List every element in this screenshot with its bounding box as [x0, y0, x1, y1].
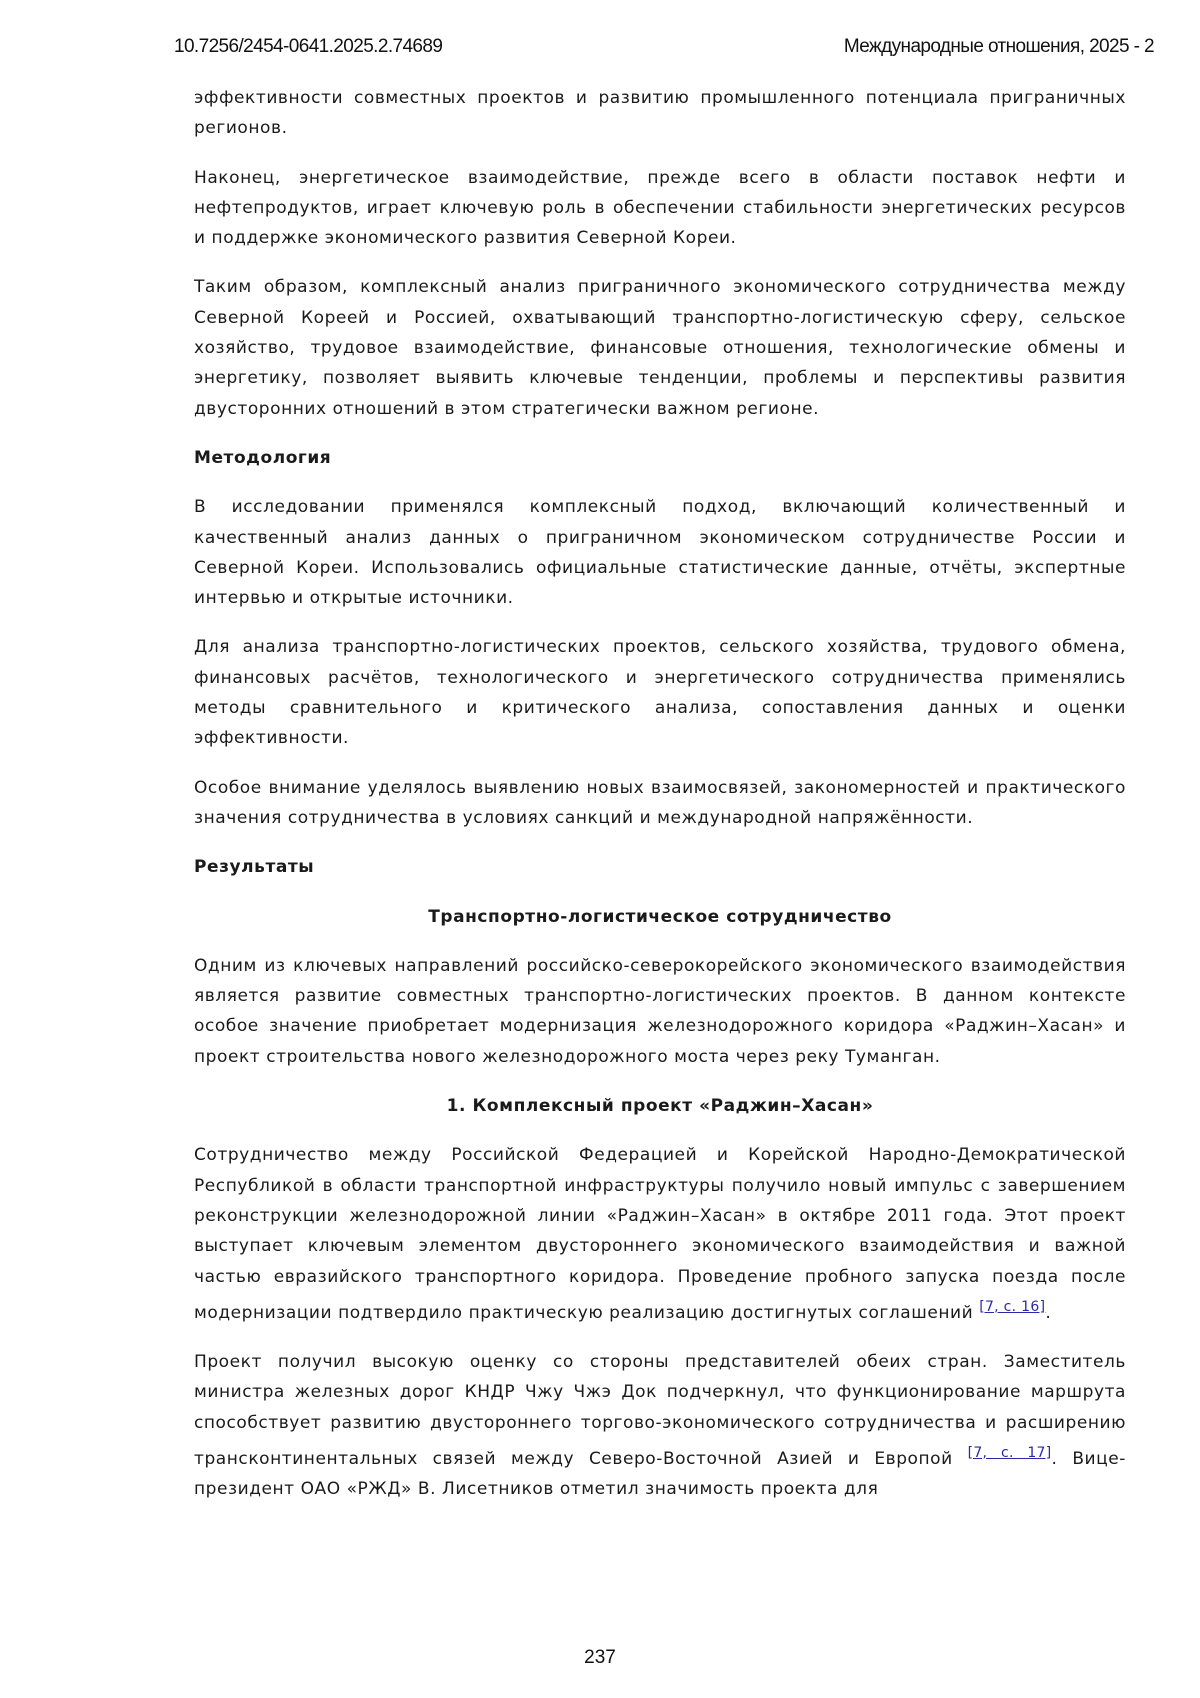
paragraph: Таким образом, комплексный анализ приграничного экономического сотрудничества между Северной Кореей и Россией, охватывающий транспортно-логистическую сферу, сельское хозяйство, трудовое взаимодействие, финансовые отношения, технологические обмены и энергетику, позволяет выявить ключевые тенденции, проблемы и перспективы развития двусторонних отношений в этом стратегически важном регионе. — [194, 272, 1126, 423]
paragraph-text: Проект получил высокую оценку со стороны представителей обеих стран. Заместитель министра железных дорог КНДР Чжу Чжэ Док подчеркнул, что функционирование маршрута способствует развитию двустороннего торгово-экономического сотрудничества и расширению трансконтинентальных связей между Северо-Восточной Азией и Европой — [194, 1352, 1126, 1469]
running-header — [174, 36, 1154, 58]
paragraph: эффективности совместных проектов и развитию промышленного потенциала приграничных регионов. — [194, 83, 1126, 144]
subsection-heading-project: 1. Комплексный проект «Раджин–Хасан» — [194, 1091, 1126, 1121]
paragraph-end: . — [1045, 1303, 1051, 1323]
paragraph: Особое внимание уделялось выявлению новых взаимосвязей, закономерностей и практического значения сотрудничества в условиях санкций и международной напряжённости. — [194, 773, 1126, 834]
paragraph-with-citation — [194, 1347, 1126, 1504]
paragraph: Для анализа транспортно-логистических проектов, сельского хозяйства, трудового обмена, финансовых расчётов, технологического и энергетического сотрудничества применялись методы сравнительного и критического анализа, сопоставления данных и оценки эффективности. — [194, 632, 1126, 753]
article-body — [194, 83, 1126, 1524]
section-heading-results: Результаты — [194, 852, 1126, 882]
section-heading-methodology: Методология — [194, 443, 1126, 473]
paragraph: Наконец, энергетическое взаимодействие, прежде всего в области поставок нефти и нефтепродуктов, играет ключевую роль в обеспечении стабильности энергетических ресурсов и поддержке экономического развития Северной Кореи. — [194, 163, 1126, 254]
paragraph: Одним из ключевых направлений российско-северокорейского экономического взаимодействия является развитие совместных транспортно-логистических проектов. В данном контексте особое значение приобретает модернизация железнодорожного коридора «Раджин–Хасан» и проект строительства нового железнодорожного моста через реку Туманган. — [194, 951, 1126, 1072]
paragraph-with-citation — [194, 1140, 1126, 1328]
citation-link[interactable]: [7, с. 16] — [979, 1299, 1045, 1315]
paragraph-continuation: . Вице-президент ОАО «РЖД» В. Лисетников отметил значимость проекта для — [194, 1449, 1126, 1499]
paragraph: В исследовании применялся комплексный подход, включающий количественный и качественный анализ данных о приграничном экономическом сотрудничестве России и Северной Кореи. Использовались официальные статистические данные, отчёты, экспертные интервью и открытые источники. — [194, 492, 1126, 613]
subsection-heading-transport: Транспортно-логистическое сотрудничество — [194, 902, 1126, 932]
journal-issue: Международные отношения, 2025 - 2 — [844, 36, 1154, 58]
paragraph-text: Сотрудничество между Российской Федерацией и Корейской Народно-Демократической Республикой в области транспортной инфраструктуры получило новый импульс с завершением реконструкции железнодорожной линии «Раджин–Хасан» в октябре 2011 года. Этот проект выступает ключевым элементом двустороннего экономического взаимодействия и важной частью евразийского транспортного коридора. Проведение пробного запуска поезда после модернизации подтвердило практическую реализацию достигнутых соглашений — [194, 1145, 1126, 1322]
page-number: 237 — [0, 1647, 1200, 1669]
doi-text: 10.7256/2454-0641.2025.2.74689 — [174, 36, 442, 58]
citation-link[interactable]: [7, с. 17] — [968, 1445, 1052, 1461]
